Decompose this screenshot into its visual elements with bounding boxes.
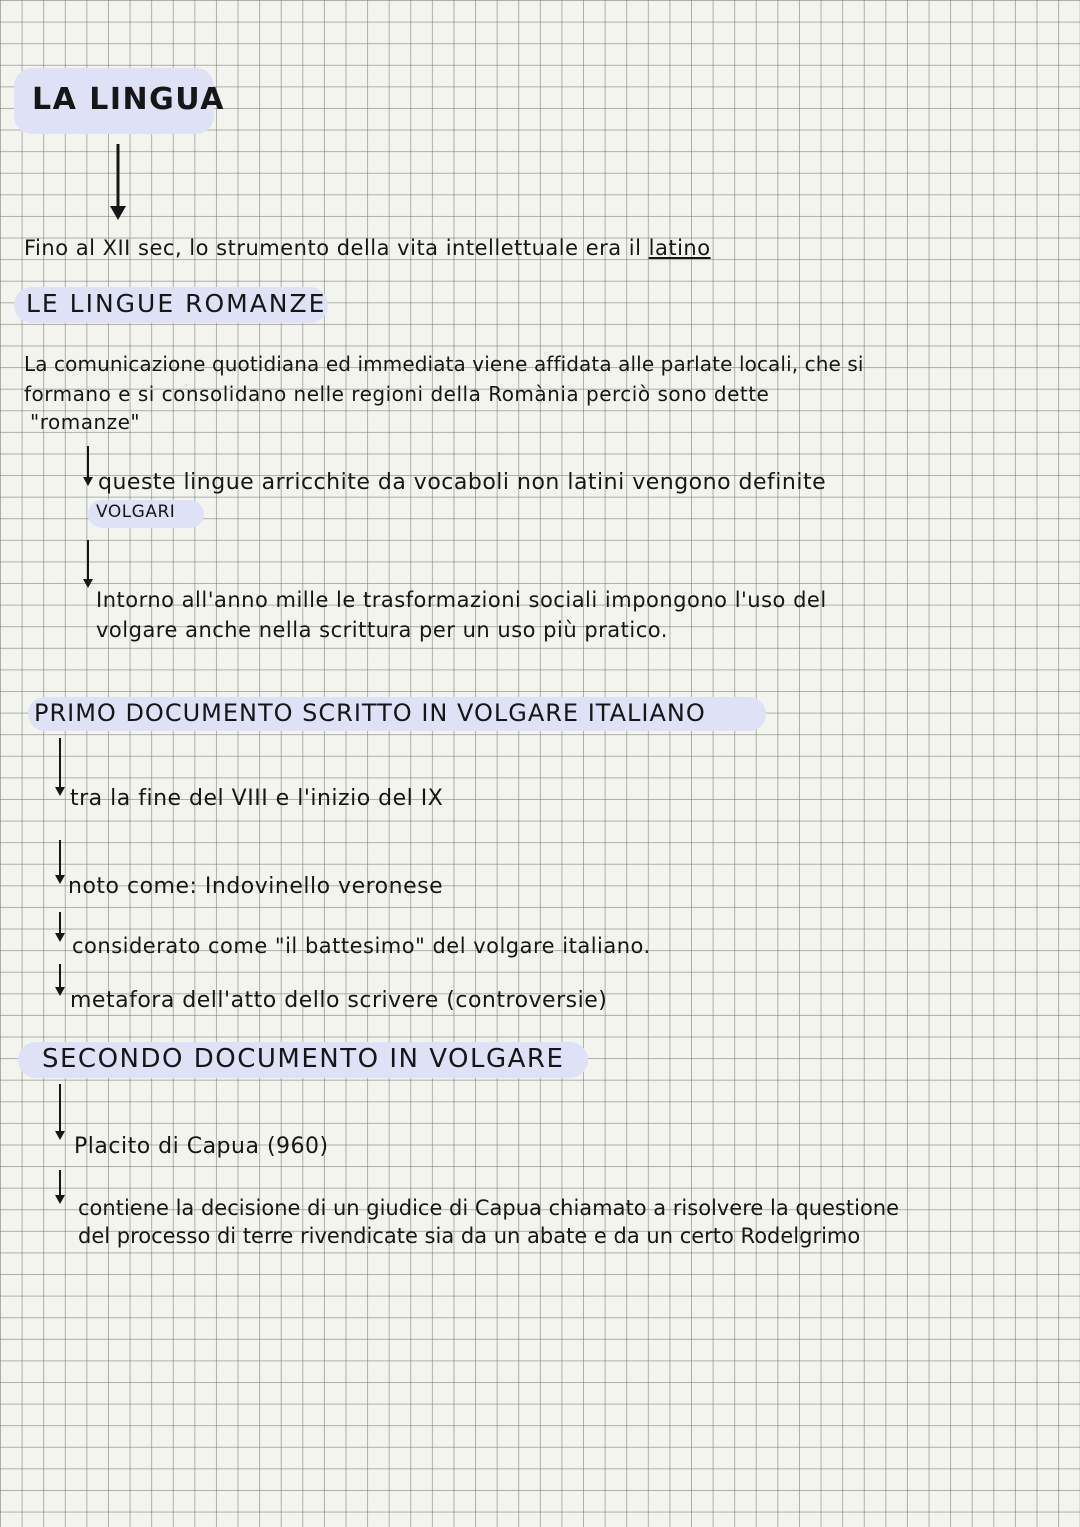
paragraph-line-1: La comunicazione quotidiana ed immediata viene affidata alle parlate locali, che si (24, 352, 864, 376)
primo-item-4: metafora dell'atto dello scrivere (controversie) (70, 988, 608, 1013)
term-volgari: VOLGARI (96, 502, 176, 522)
primo-item-2: noto come: Indovinello veronese (68, 874, 444, 899)
intro-text (24, 236, 711, 260)
arrow-down-icon (52, 1084, 68, 1140)
paragraph-line-3: "romanze" (30, 410, 141, 434)
intro-text-main: Fino al XII sec, lo strumento della vita intellettuale era il (24, 236, 649, 260)
arrow-down-icon (80, 540, 96, 588)
arrow-down-icon (52, 912, 68, 942)
intro-text-underlined: latino (648, 236, 711, 260)
arrow-down-icon (52, 1170, 68, 1204)
secondo-item-1: Placito di Capua (960) (74, 1134, 329, 1159)
primo-item-1: tra la fine del VIII e l'inizio del IX (70, 786, 444, 811)
secondo-detail-line-2: del processo di terre rivendicate sia da un abate e da un certo Rodelgrimo (78, 1224, 861, 1248)
arrow-down-icon (52, 840, 68, 884)
secondo-detail-line-1: contiene la decisione di un giudice di Capua chiamato a risolvere la questione (78, 1196, 900, 1220)
paragraph-line-2: formano e si consolidano nelle regioni della Romània perciò sono dette (24, 382, 770, 406)
point-intorno-line-2: volgare anche nella scrittura per un uso più pratico. (96, 618, 668, 642)
page-title: LA LINGUA (32, 82, 225, 117)
arrow-down-icon (80, 446, 96, 486)
point-intorno-line-1: Intorno all'anno mille le trasformazioni sociali impongono l'uso del (96, 588, 827, 612)
point-arricchite: queste lingue arricchite da vocaboli non latini vengono definite (98, 470, 827, 495)
arrow-down-icon (52, 964, 68, 996)
primo-item-3: considerato come "il battesimo" del volgare italiano. (72, 934, 651, 958)
section-heading-romanze: LE LINGUE ROMANZE (26, 289, 327, 318)
section-heading-primo: PRIMO DOCUMENTO SCRITTO IN VOLGARE ITALIANO (34, 699, 706, 727)
arrow-down-icon (52, 738, 68, 796)
arrow-down-icon (104, 144, 132, 220)
section-heading-secondo: SECONDO DOCUMENTO IN VOLGARE (42, 1044, 565, 1074)
